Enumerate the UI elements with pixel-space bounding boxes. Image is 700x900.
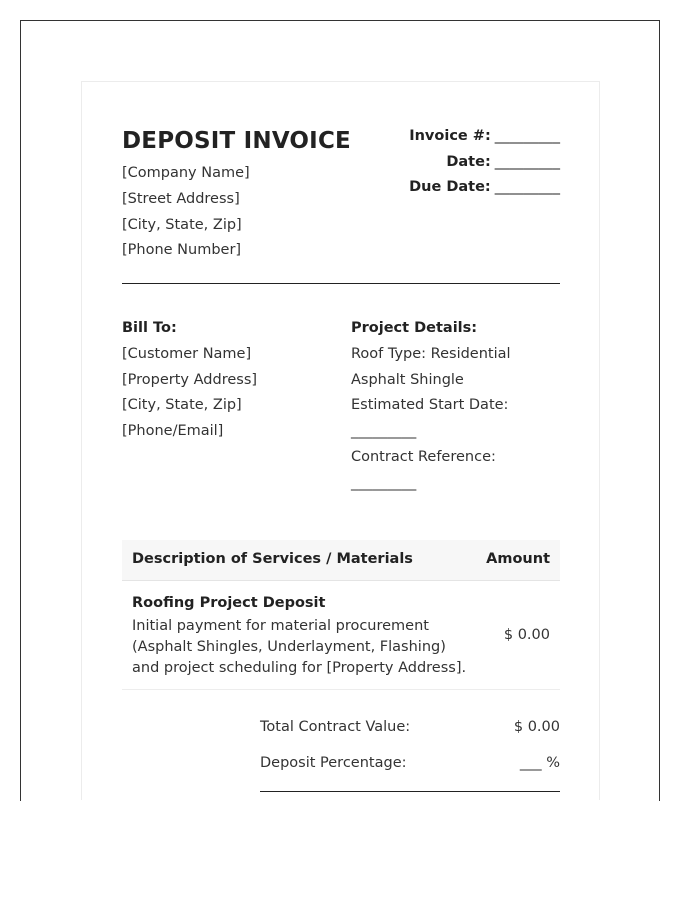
start-date-blank: _________ [351, 423, 417, 440]
customer-city: [City, State, Zip] [122, 397, 242, 414]
item-title: Roofing Project Deposit [132, 595, 326, 611]
item-description: Initial payment for material procurement (Asphalt Shingles, Underlayment, Flashing) and project scheduling for [Property Address]. [132, 618, 467, 676]
property-address: [Property Address] [122, 371, 258, 388]
roof-material: Asphalt Shingle [351, 371, 464, 388]
table-row [122, 581, 560, 690]
customer-name: [Customer Name] [122, 345, 252, 362]
company-block [122, 161, 250, 264]
company-name: [Company Name] [122, 165, 250, 181]
amount-column-header: Amount [486, 551, 550, 567]
table-header [122, 540, 560, 581]
project-details-block [351, 316, 511, 497]
date-label: Date: [446, 153, 491, 170]
invoice-number-row [409, 124, 560, 150]
bill-to-label: Bill To: [122, 320, 177, 336]
invoice-number-blank: _________ [494, 128, 560, 144]
total-contract-label: Total Contract Value: [260, 719, 411, 735]
description-column-header: Description of Services / Materials [132, 551, 413, 567]
company-city: [City, State, Zip] [122, 216, 242, 233]
header-divider [122, 283, 560, 284]
contract-reference-label: Contract Reference: [351, 448, 496, 465]
start-date-label: Estimated Start Date: [351, 397, 509, 414]
total-contract-value: $ 0.00 [513, 719, 560, 735]
deposit-percentage-value: ___ % [519, 755, 560, 771]
invoice-number-label: Invoice #: [409, 128, 491, 144]
deposit-percentage-label: Deposit Percentage: [260, 755, 407, 771]
roof-type: Roof Type: Residential [351, 345, 511, 362]
due-date-label: Due Date: [409, 179, 491, 195]
customer-contact: [Phone/Email] [122, 423, 224, 440]
invoice-meta [409, 124, 560, 201]
date-row [409, 150, 560, 176]
invoice-title: DEPOSIT INVOICE [122, 128, 351, 154]
due-date-blank: _________ [494, 179, 560, 195]
company-street: [Street Address] [122, 190, 240, 207]
bill-to-block [122, 316, 257, 445]
item-amount: $ 0.00 [503, 627, 550, 643]
contract-reference-blank: _________ [351, 474, 417, 491]
totals-divider [260, 791, 560, 792]
project-details-label: Project Details: [351, 320, 478, 336]
date-blank: _________ [494, 153, 560, 170]
company-phone: [Phone Number] [122, 242, 242, 259]
due-date-row [409, 175, 560, 201]
